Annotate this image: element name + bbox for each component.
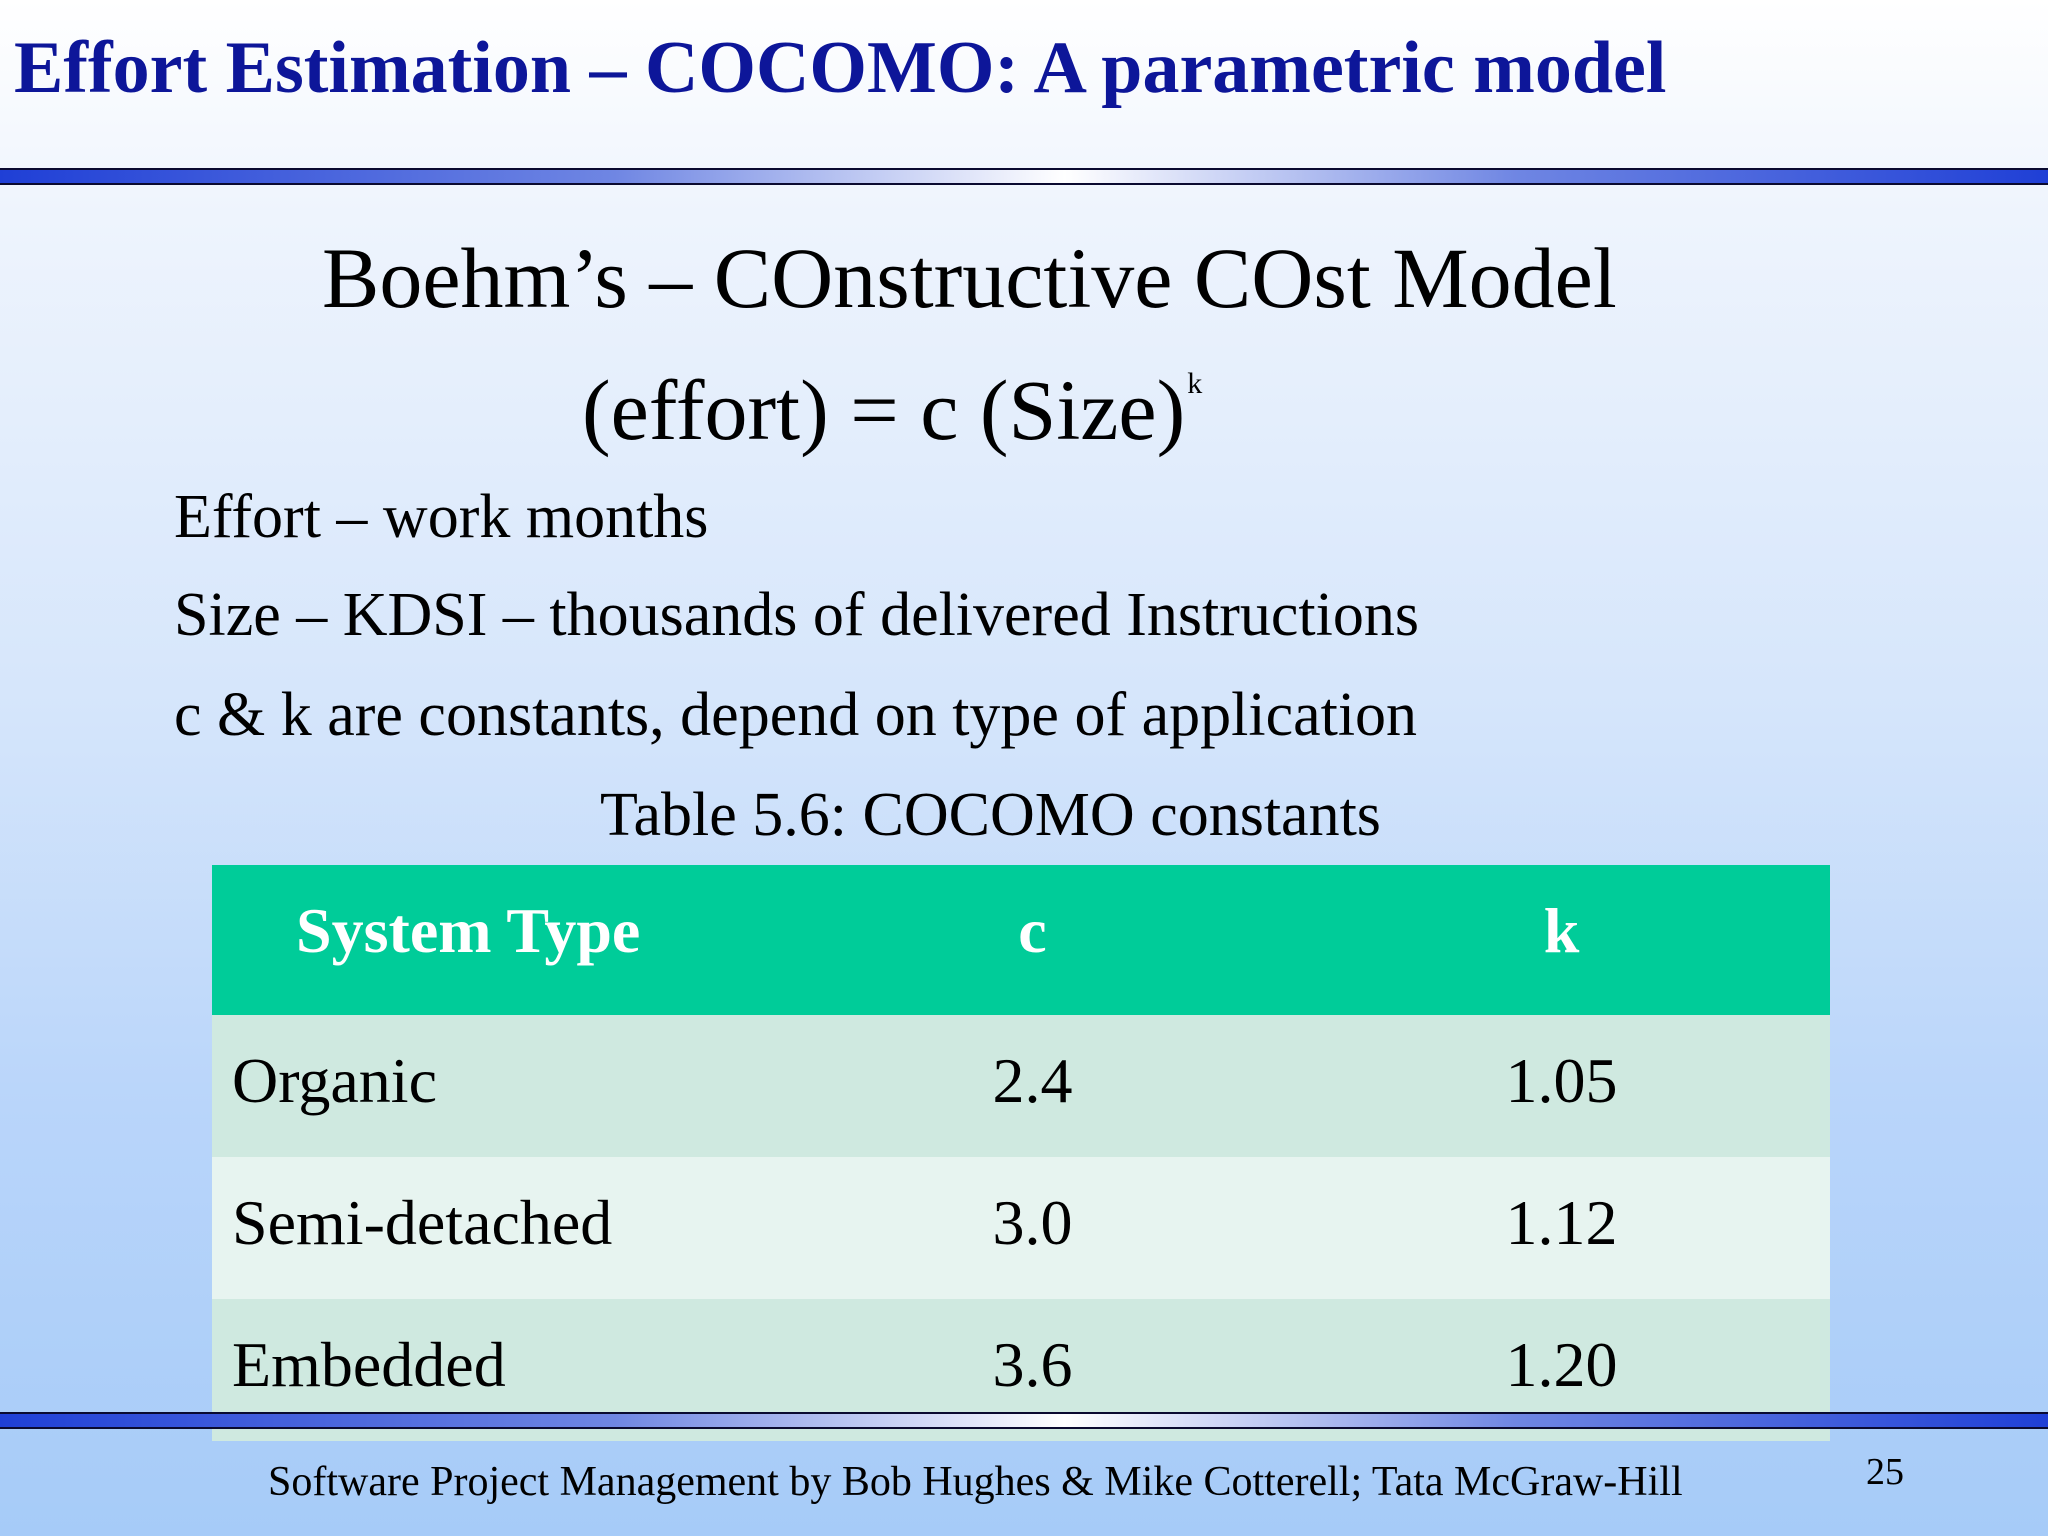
cell-k: 1.12 <box>1293 1157 1830 1299</box>
cocomo-constants-table <box>212 865 1830 1441</box>
effort-formula <box>582 360 1202 460</box>
definition-constants: c & k are constants, depend on type of application <box>174 681 1418 749</box>
cell-k: 1.05 <box>1293 1015 1830 1157</box>
page-number: 25 <box>1866 1451 1904 1493</box>
definition-effort: Effort – work months <box>174 483 709 551</box>
formula-exponent: k <box>1187 367 1203 400</box>
header-system-type: System Type <box>212 865 772 1015</box>
slide-subtitle: Boehm’s – COnstructive COst Model <box>322 230 1617 326</box>
formula-text: (effort) = c (Size) <box>582 362 1186 458</box>
cell-c: 3.0 <box>772 1157 1293 1299</box>
slide-title: Effort Estimation – COCOMO: A parametric model <box>14 27 1667 109</box>
definition-size: Size – KDSI – thousands of delivered Instructions <box>174 581 1419 649</box>
table-row <box>212 1015 1830 1157</box>
title-divider <box>0 168 2048 185</box>
table-caption: Table 5.6: COCOMO constants <box>600 781 1381 849</box>
header-c: c <box>772 865 1293 1015</box>
table-row <box>212 1157 1830 1299</box>
cell-k: 1.20 <box>1293 1299 1830 1441</box>
header-k: k <box>1293 865 1830 1015</box>
cell-c: 3.6 <box>772 1299 1293 1441</box>
footer-credit: Software Project Management by Bob Hughes & Mike Cotterell; Tata McGraw-Hill <box>268 1459 1683 1505</box>
cell-c: 2.4 <box>772 1015 1293 1157</box>
cell-system-type: Organic <box>212 1015 772 1157</box>
cell-system-type: Embedded <box>212 1299 772 1441</box>
footer-divider <box>0 1412 2048 1429</box>
cell-system-type: Semi-detached <box>212 1157 772 1299</box>
table-header-row <box>212 865 1830 1015</box>
